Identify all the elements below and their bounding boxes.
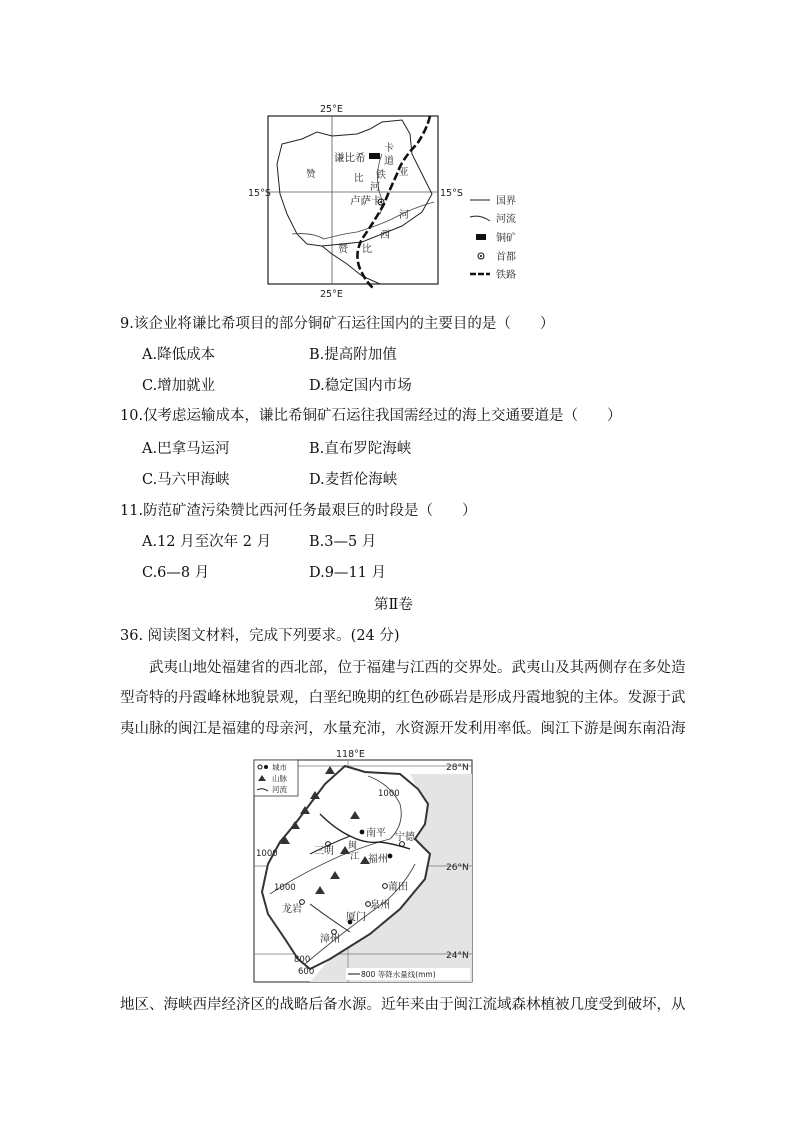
- legend-copper-label: 铜矿: [496, 233, 516, 244]
- map-label-tie: 铁: [376, 170, 386, 181]
- lat-24n-label: 24°N: [446, 951, 469, 961]
- city-dot-fuzhou: [388, 854, 393, 859]
- city-ningde: 宁德: [395, 832, 415, 843]
- option-10d: D.麦哲伦海峡: [309, 472, 398, 488]
- map2-legend: [254, 760, 298, 796]
- map-label-dao: 道: [384, 156, 394, 167]
- city-xiamen: 厦门: [346, 912, 366, 923]
- legend-capital-label: 首都: [496, 252, 516, 263]
- option-11a: A.12 月至次年 2 月: [142, 534, 272, 550]
- legend-mountain-label: 山脉: [272, 774, 287, 783]
- q36-line-2: 型奇特的丹霞峰林地貌景观，白垩纪晚期的红色砂砾岩是形成丹霞地貌的主体。发源于武: [120, 690, 686, 706]
- map-label-ya: 亚: [399, 167, 409, 178]
- map-label-zan2: 赞: [338, 244, 348, 255]
- fujian-map: [250, 744, 480, 984]
- map-label-zan: 赞: [306, 169, 316, 180]
- zambezi-river: [292, 202, 434, 239]
- legend-river-label: 河流: [496, 214, 516, 225]
- option-9b: B.提高附加值: [309, 347, 397, 363]
- option-9c: C.增加就业: [142, 378, 216, 394]
- legend-railway-label: 铁路: [496, 270, 516, 281]
- city-sanming: 三明: [314, 846, 334, 857]
- map-label-he2: 河: [399, 210, 409, 221]
- city-dot-nanping: [360, 830, 365, 835]
- river-label-min: 闽: [348, 841, 358, 851]
- option-10c: C.马六甲海峡: [142, 472, 230, 488]
- option-11b: B.3—5 月: [309, 534, 377, 550]
- map-label-kan: 卡: [384, 143, 394, 154]
- question-number: 10.: [120, 408, 144, 424]
- question-number: 9.: [120, 316, 134, 332]
- question-text: 仅考虑运输成本，谦比希铜矿石运往我国需经过的海上交通要道是（ ）: [143, 408, 622, 424]
- city-putian: 莆田: [388, 882, 408, 893]
- copper-mine-icon: [369, 153, 380, 159]
- option-11d: D.9—11 月: [309, 565, 387, 581]
- section-title: 第Ⅱ卷: [374, 597, 413, 613]
- qianbixi-label: 谦比希: [334, 152, 366, 164]
- map-label-bi2: 比: [362, 244, 372, 255]
- lat-left-label: 15°S: [248, 188, 271, 199]
- q36-line-3: 夷山脉的闽江是福建的母亲河，水量充沛，水资源开发利用率低。闽江下游是闽东南沿海: [120, 721, 686, 737]
- legend-city-label: 城市: [272, 763, 287, 772]
- city-legend-icon-filled: [264, 765, 268, 769]
- question-9: [120, 312, 554, 333]
- isohyet-label-1000-west: 1000: [274, 883, 296, 893]
- option-10a: A.巴拿马运河: [142, 441, 230, 457]
- city-fuzhou: 福州: [368, 854, 388, 865]
- capital-legend-dot: [480, 255, 482, 257]
- legend-river-label: 河流: [272, 785, 287, 794]
- mountain-icon: [325, 766, 335, 774]
- river-label-jiang: 江: [350, 852, 360, 862]
- option-9a: A.降低成本: [142, 347, 216, 363]
- isohyet-label-1000-north: 1000: [378, 789, 400, 799]
- city-nanping: 南平: [366, 828, 386, 839]
- question-number: 11.: [120, 503, 144, 519]
- option-10b: B.直布罗陀海峡: [309, 441, 412, 457]
- question-36-header: 36. 阅读图文材料，完成下列要求。(24 分): [120, 628, 400, 644]
- lat-right-label: 15°S: [440, 188, 463, 199]
- city-longyan: 龙岩: [282, 904, 302, 915]
- option-9d: D.稳定国内市场: [309, 378, 412, 394]
- question-text: 该企业将谦比希项目的部分铜矿石运往国内的主要目的是（ ）: [133, 316, 555, 332]
- lusaka-label: 卢萨卡: [350, 195, 382, 207]
- legend-border-label: 国界: [496, 196, 516, 207]
- river-line-icon: [470, 216, 490, 221]
- isohyet-label-800: 800: [294, 955, 311, 965]
- map-label-bi: 比: [354, 173, 364, 184]
- map-label-xi: 西: [380, 230, 390, 241]
- isohyet-label-1000-southwest: 1000: [256, 849, 278, 859]
- lat-28n-label: 28°N: [446, 763, 469, 773]
- question-11: [120, 499, 477, 520]
- city-quanzhou: 泉州: [370, 900, 390, 911]
- map1-legend: [470, 195, 516, 281]
- lon-bottom-label: 25°E: [320, 289, 343, 300]
- question-10: [120, 404, 622, 425]
- lon-118e-label: 118°E: [336, 749, 365, 760]
- q36-line-1: 武夷山地处福建省的西北部，位于福建与江西的交界处。武夷山及其两侧存在多处造: [120, 660, 686, 676]
- zambia-map: [248, 104, 532, 300]
- iso-legend-label: 800 等降水量线(mm): [361, 970, 436, 979]
- copper-legend-icon: [476, 234, 486, 240]
- isohyet-label-600: 600: [298, 967, 315, 977]
- lon-top-label: 25°E: [320, 104, 343, 115]
- question-text: 防范矿渣污染赞比西河任务最艰巨的时段是（ ）: [143, 503, 477, 519]
- city-zhangzhou: 漳州: [320, 934, 340, 945]
- map-label-he: 河: [370, 182, 380, 193]
- lat-26n-label: 26°N: [446, 863, 469, 873]
- q36-after-map: 地区、海峡西岸经济区的战略后备水源。近年来由于闽江流域森林植被几度受到破坏，从: [120, 997, 686, 1013]
- option-11c: C.6—8 月: [142, 565, 210, 581]
